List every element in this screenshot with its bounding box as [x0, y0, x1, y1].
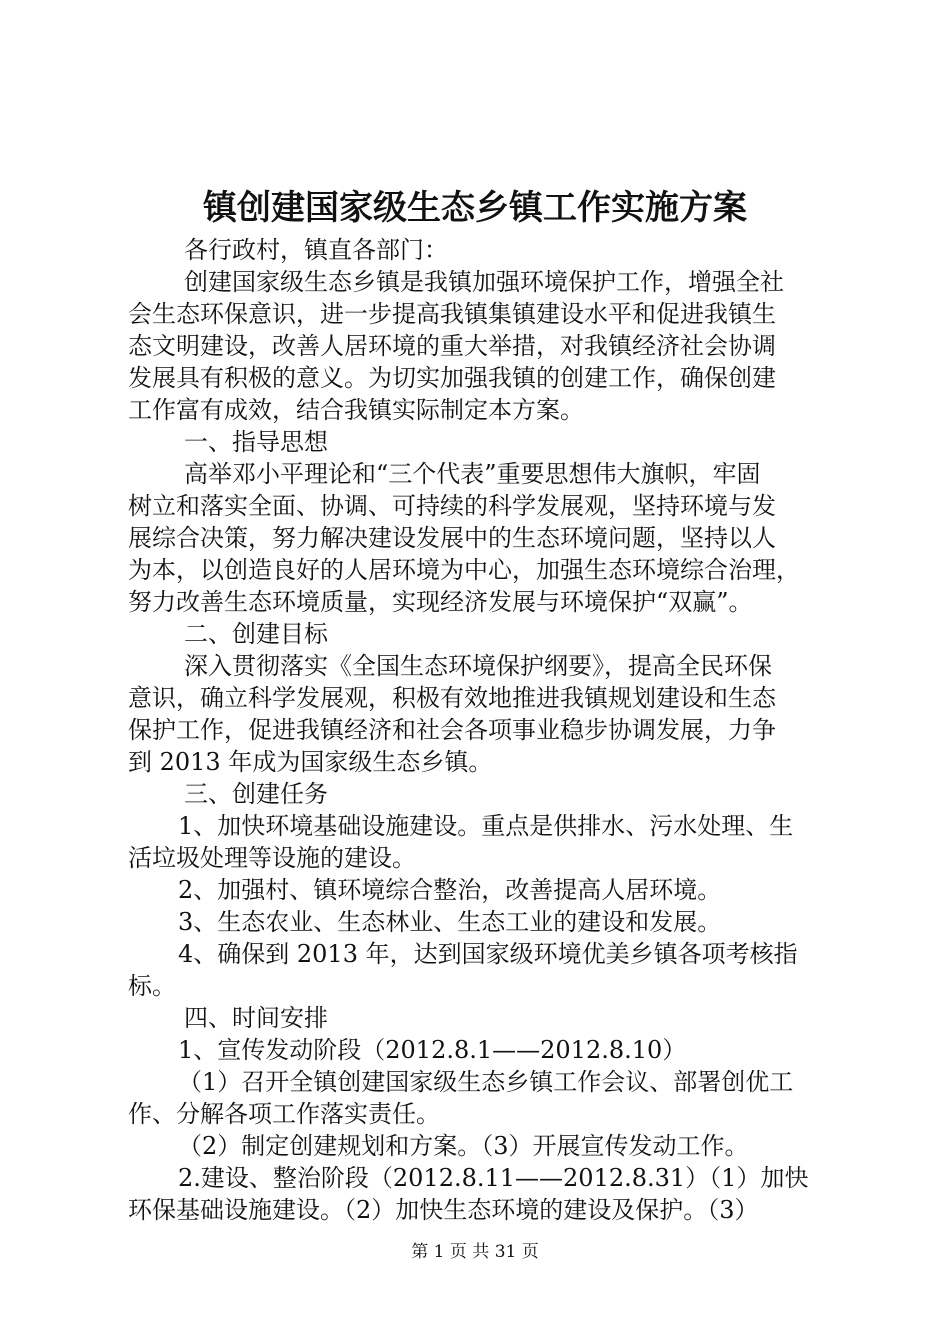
paragraph-line: 态文明建设，改善人居环境的重大举措，对我镇经济社会协调	[128, 332, 776, 360]
list-item-continuation: 活垃圾处理等设施的建设。	[128, 844, 416, 872]
salutation: 各行政村，镇直各部门：	[184, 236, 448, 264]
section-heading: 一、指导思想	[184, 428, 328, 456]
section-heading: 二、创建目标	[184, 620, 328, 648]
paragraph-line: 深入贯彻落实《全国生态环境保护纲要》，提高全民环保	[184, 652, 772, 680]
paragraph-line: 为本，以创造良好的人居环境为中心，加强生态环境综合治理，	[128, 556, 800, 584]
document-body	[128, 234, 840, 1226]
section-heading: 四、时间安排	[184, 1004, 328, 1032]
list-item-continuation: 标。	[128, 972, 176, 1000]
paragraph-line: 工作富有成效，结合我镇实际制定本方案。	[128, 396, 584, 424]
paragraph-line: 创建国家级生态乡镇是我镇加强环境保护工作，增强全社	[184, 268, 784, 296]
paragraph-line: 努力改善生态环境质量，实现经济发展与环境保护“双赢”。	[128, 588, 753, 616]
list-item: 1、加快环境基础设施建设。重点是供排水、污水处理、生	[178, 812, 794, 840]
paragraph-line: 到 2013 年成为国家级生态乡镇。	[128, 748, 493, 776]
list-item: 2、加强村、镇环境综合整治，改善提高人居环境。	[178, 876, 722, 904]
paragraph-line: 意识，确立科学发展观，积极有效地推进我镇规划建设和生态	[128, 684, 776, 712]
list-item: 1、宣传发动阶段（2012.8.1——2012.8.10）	[178, 1036, 687, 1064]
paragraph-line: 高举邓小平理论和“三个代表”重要思想伟大旗帜，牢固	[184, 460, 761, 488]
list-item: （1）召开全镇创建国家级生态乡镇工作会议、部署创优工	[178, 1068, 794, 1096]
list-item: 4、确保到 2013 年，达到国家级环境优美乡镇各项考核指	[178, 940, 798, 968]
list-item: （2）制定创建规划和方案。（3）开展宣传发动工作。	[178, 1132, 749, 1160]
paragraph-line: 发展具有积极的意义。为切实加强我镇的创建工作，确保创建	[128, 364, 776, 392]
list-item-continuation: 作、分解各项工作落实责任。	[128, 1100, 440, 1128]
list-item: 3、生态农业、生态林业、生态工业的建设和发展。	[178, 908, 722, 936]
paragraph-line: 会生态环保意识，进一步提高我镇集镇建设水平和促进我镇生	[128, 300, 776, 328]
page-number: 第 1 页 共 31 页	[411, 1242, 539, 1262]
paragraph-line: 保护工作，促进我镇经济和社会各项事业稳步协调发展，力争	[128, 716, 776, 744]
document-title: 镇创建国家级生态乡镇工作实施方案	[203, 188, 747, 228]
paragraph-line: 树立和落实全面、协调、可持续的科学发展观，坚持环境与发	[128, 492, 776, 520]
paragraph-line: 展综合决策，努力解决建设发展中的生态环境问题，坚持以人	[128, 524, 776, 552]
list-item: 2.建设、整治阶段（2012.8.11——2012.8.31）（1）加快	[178, 1164, 809, 1192]
section-heading: 三、创建任务	[184, 780, 328, 808]
list-item-continuation: 环保基础设施建设。（2）加快生态环境的建设及保护。（3）	[128, 1196, 759, 1224]
